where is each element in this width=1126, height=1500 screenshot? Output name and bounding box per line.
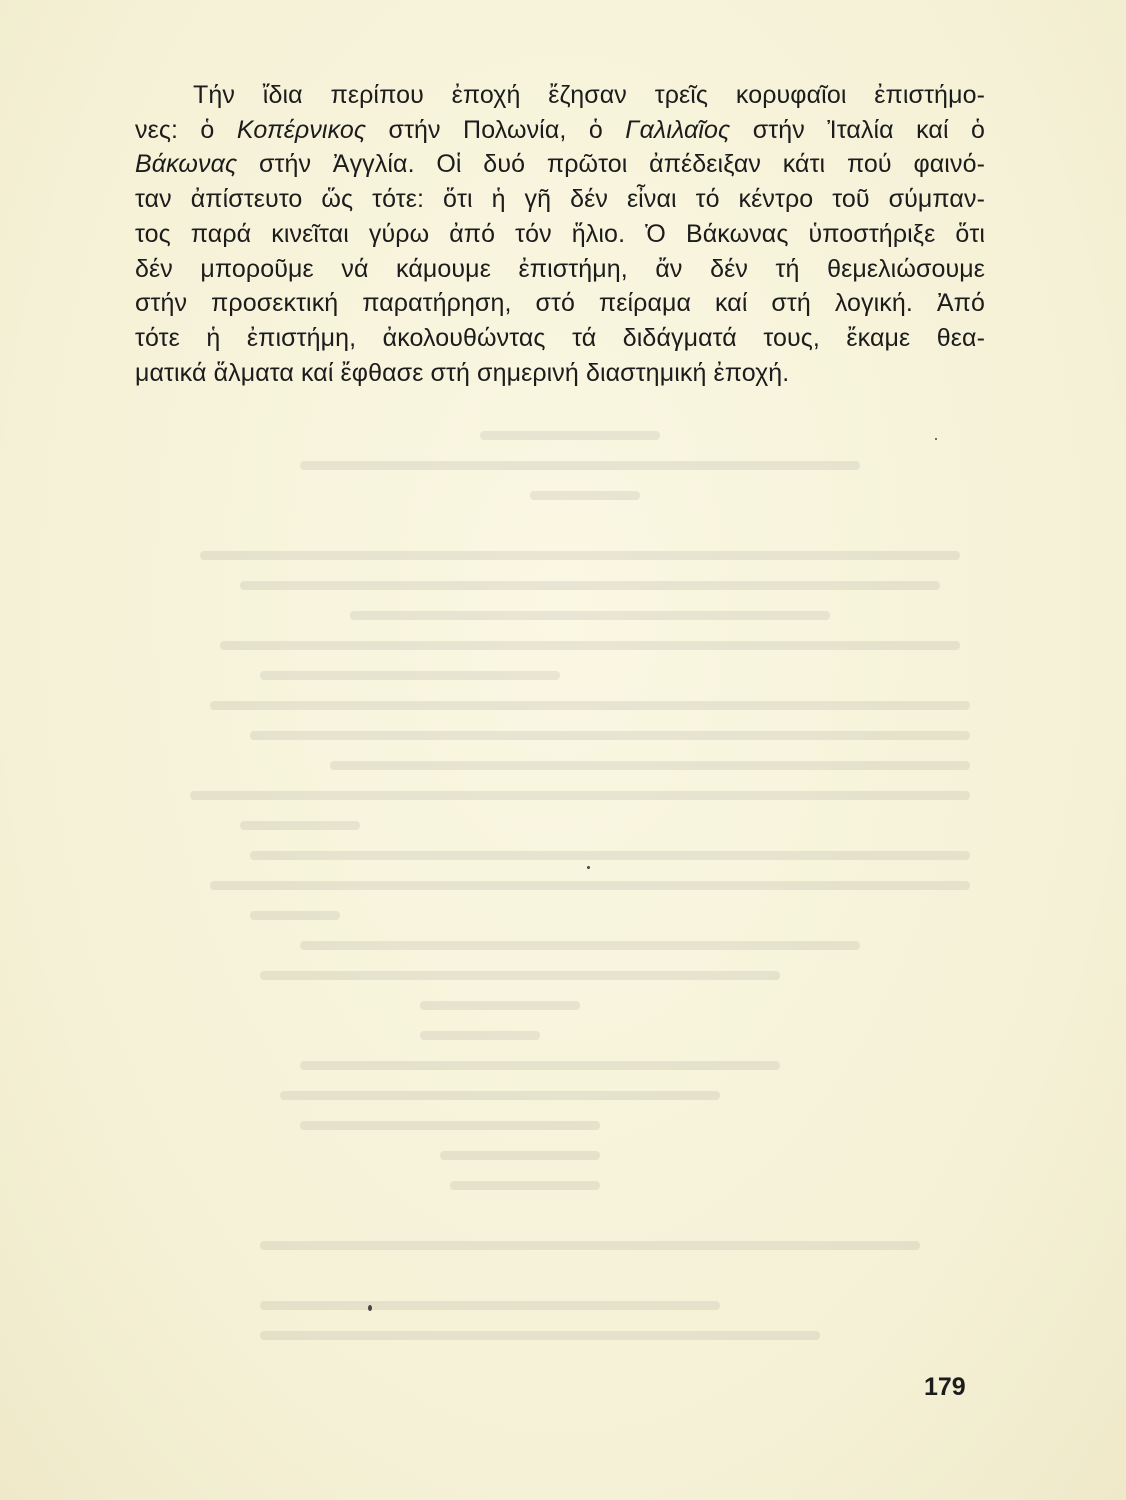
- text-run: τότε ἡ ἐπιστήμη, ἀκολουθώντας τά διδάγματά τους, ἔκαμε θεα-: [135, 323, 985, 352]
- paragraph-line: [135, 147, 985, 182]
- ink-speck: [935, 438, 937, 440]
- paragraph-line: [135, 321, 985, 356]
- paragraph-line: [135, 113, 985, 148]
- text-run: ματικά ἅλματα καί ἔφθασε στή σημερινή διαστημική ἐποχή.: [135, 358, 790, 387]
- italic-name: Γαλιλαῖος: [625, 115, 731, 144]
- paragraph-line: [135, 356, 945, 391]
- text-run: τος παρά κινεῖται γύρω ἀπό τόν ἥλιο. Ὁ Βάκωνας ὑποστήριξε ὅτι: [135, 219, 985, 248]
- text-run: ταν ἀπίστευτο ὥς τότε: ὅτι ἡ γῆ δέν εἶναι τό κέντρο τοῦ σύμπαν-: [135, 185, 985, 214]
- text-run: νες: ὁ: [135, 115, 237, 144]
- paragraph-line: [135, 286, 985, 321]
- ink-speck: [587, 866, 590, 869]
- body-paragraph: [135, 78, 985, 390]
- text-run: στήν Ἀγγλία. Οἱ δυό πρῶτοι ἀπέδειξαν κάτι πού φαινό-: [237, 150, 985, 179]
- paragraph-line: [135, 78, 985, 113]
- paragraph-line: [135, 182, 985, 217]
- show-through-text: [150, 420, 980, 1370]
- paragraph-line: [135, 217, 985, 252]
- text-run: Τήν ἴδια περίπου ἐποχή ἔζησαν τρεῖς κορυφαῖοι ἐπιστήμο-: [193, 81, 985, 109]
- text-run: στήν Πολωνία, ὁ: [366, 115, 626, 144]
- italic-name: Βάκωνας: [135, 150, 238, 179]
- italic-name: Κοπέρνικος: [236, 115, 367, 144]
- text-run: στήν Ἰταλία καί ὁ: [730, 115, 985, 144]
- text-run: στήν προσεκτική παρατήρηση, στό πείραμα καί στή λογική. Ἀπό: [135, 289, 985, 318]
- ink-speck: [368, 1305, 372, 1311]
- text-run: δέν μποροῦμε νά κάμουμε ἐπιστήμη, ἄν δέν τή θεμελιώσουμε: [135, 254, 985, 283]
- paragraph-line: [135, 252, 985, 287]
- page-number: 179: [924, 1373, 966, 1401]
